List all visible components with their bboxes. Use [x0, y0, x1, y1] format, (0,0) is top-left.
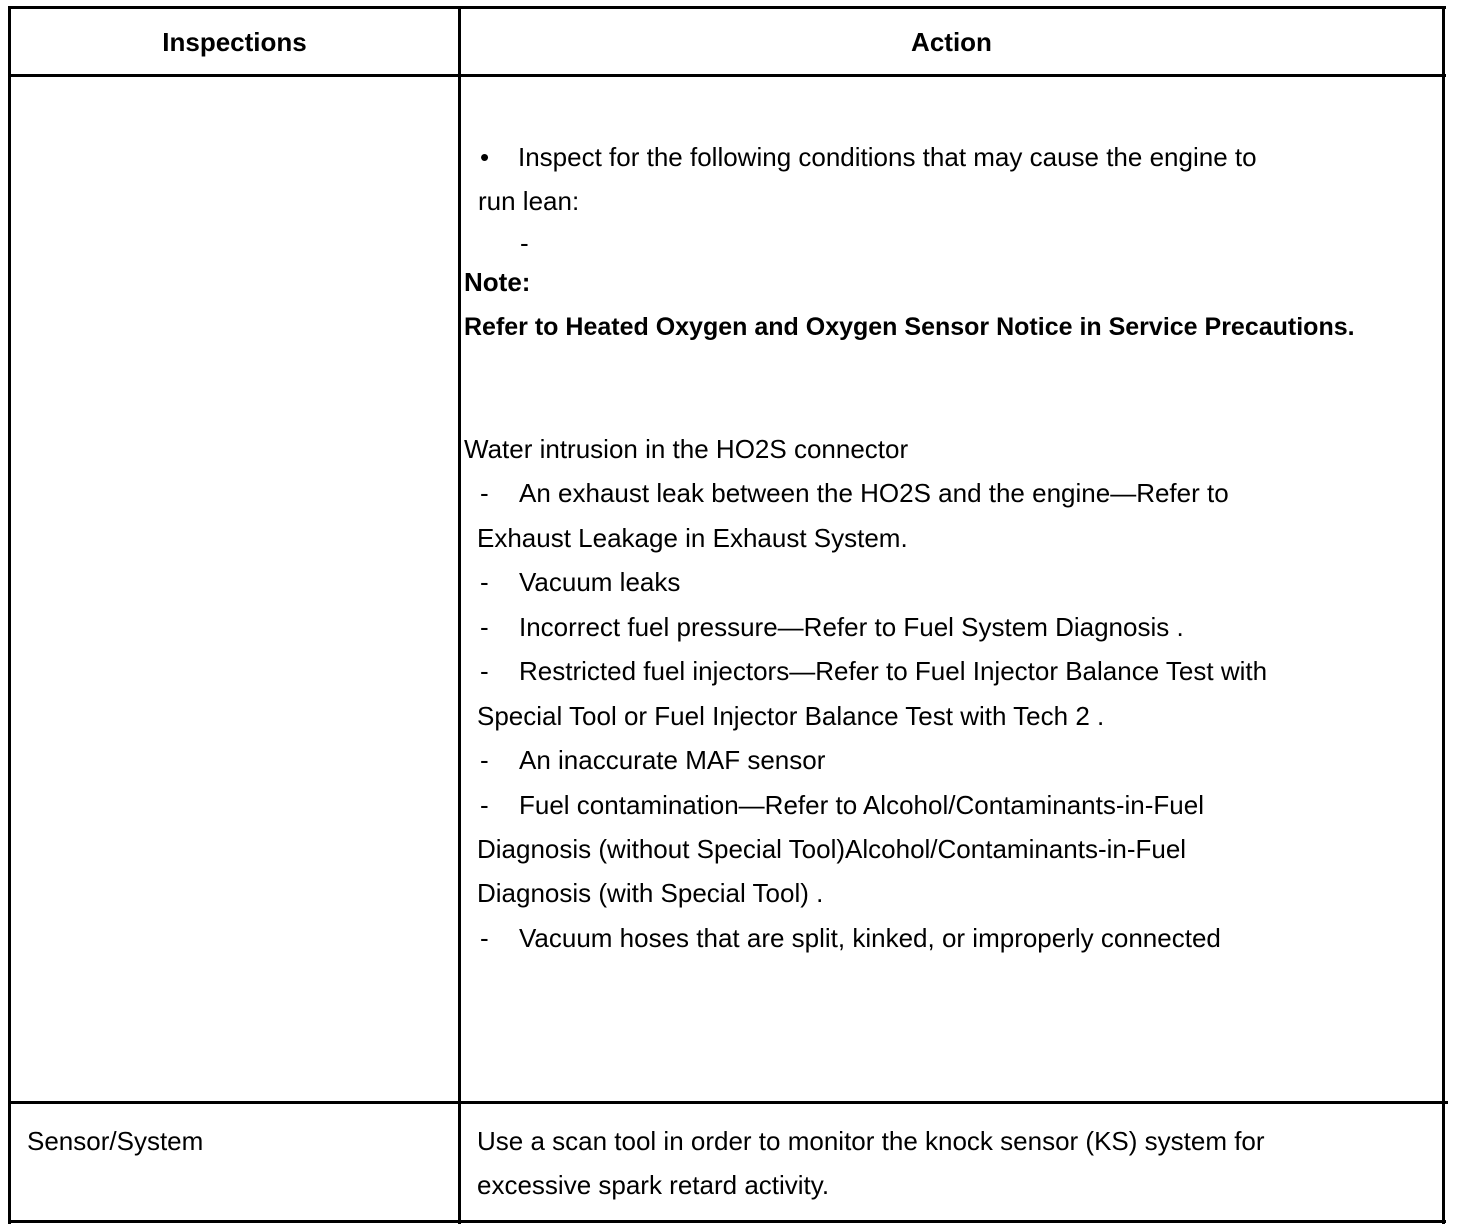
- table-border-top: [8, 6, 1446, 9]
- table-border-left: [8, 6, 11, 1224]
- header-divider: [8, 74, 1446, 77]
- list-item-dash: -: [480, 923, 489, 953]
- bullet-text-line2: run lean:: [478, 186, 580, 216]
- row-divider: [8, 1101, 1448, 1104]
- list-item: An inaccurate MAF sensor: [519, 745, 826, 775]
- header-action: Action: [911, 27, 992, 57]
- note-text: Refer to Heated Oxygen and Oxygen Sensor Notice in Service Precautions.: [464, 313, 1355, 341]
- table-border-right: [1442, 6, 1445, 1224]
- bullet-text-line1: Inspect for the following conditions that may cause the engine to: [518, 142, 1257, 172]
- list-item-dash: -: [480, 745, 489, 775]
- list-item-dash: -: [480, 656, 489, 686]
- table-border-bottom: [8, 1220, 1446, 1223]
- list-item: An exhaust leak between the HO2S and the engine—Refer to: [519, 478, 1229, 508]
- list-item: Restricted fuel injectors—Refer to Fuel Injector Balance Test with: [519, 656, 1268, 686]
- list-item-dash: -: [480, 478, 489, 508]
- list-item-dash: -: [480, 790, 489, 820]
- header-inspections: Inspections: [162, 27, 307, 57]
- list-item: Vacuum hoses that are split, kinked, or improperly connected: [519, 923, 1221, 953]
- list-item-dash: -: [480, 567, 489, 597]
- water-intrusion-text: Water intrusion in the HO2S connector: [464, 434, 909, 464]
- column-divider: [458, 6, 461, 1224]
- list-item-continuation: Exhaust Leakage in Exhaust System.: [477, 523, 908, 553]
- list-item: Vacuum leaks: [519, 567, 681, 597]
- list-item: Incorrect fuel pressure—Refer to Fuel System Diagnosis .: [519, 612, 1184, 642]
- list-item-continuation: Diagnosis (without Special Tool)Alcohol/Contaminants-in-Fuel: [477, 834, 1187, 864]
- list-item: Fuel contamination—Refer to Alcohol/Contaminants-in-Fuel: [519, 790, 1205, 820]
- bullet-symbol: •: [480, 142, 490, 172]
- row2-action-line2: excessive spark retard activity.: [477, 1170, 830, 1200]
- empty-dash: -: [520, 228, 529, 258]
- row2-action-line1: Use a scan tool in order to monitor the knock sensor (KS) system for: [477, 1126, 1265, 1156]
- list-item-continuation: Diagnosis (with Special Tool) .: [477, 878, 824, 908]
- row2-inspection-cell: Sensor/System: [27, 1126, 204, 1156]
- note-label: Note:: [464, 267, 531, 297]
- list-item-continuation: Special Tool or Fuel Injector Balance Test with Tech 2 .: [477, 701, 1105, 731]
- list-item-dash: -: [480, 612, 489, 642]
